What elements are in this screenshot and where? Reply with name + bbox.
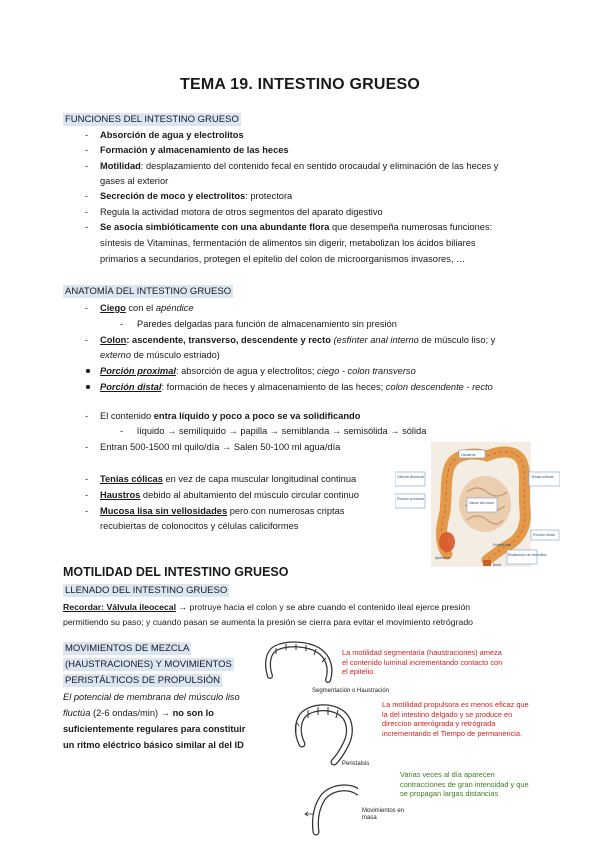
bullet-dash: - bbox=[85, 303, 89, 313]
section-title-motilidad: MOTILIDAD DEL INTESTINO GRUESO bbox=[63, 565, 289, 579]
diagram-label-mass-movement: Movimientos en masa bbox=[362, 808, 405, 821]
figure-label: Válvula ileocecal bbox=[397, 475, 424, 479]
list-item: Absorción de agua y electrolitos bbox=[100, 130, 244, 140]
bullet-dash: - bbox=[85, 130, 89, 140]
cecum bbox=[439, 532, 455, 552]
section-header-llenado: LLENADO DEL INTESTINO GRUESO bbox=[65, 585, 228, 596]
bullet-dash: - bbox=[85, 222, 89, 232]
figure-label: Apéndice bbox=[435, 556, 450, 560]
figure-label: Tenias cólicas bbox=[531, 475, 554, 479]
list-item: Porción proximal: absorción de agua y electrolitos; ciego - colon transverso bbox=[100, 366, 416, 376]
bullet-dash: - bbox=[85, 161, 89, 171]
list-item-continuation: externo de músculo estriado) bbox=[100, 350, 220, 360]
bullet-dot bbox=[86, 385, 90, 389]
bullet-dash: - bbox=[85, 145, 89, 155]
paragraph-line: Recordar: Válvula ileocecal → protruye hacia el colon y se abre cuando el contenido ileal ejerce presión bbox=[63, 602, 471, 612]
bullet-dash: - bbox=[120, 319, 124, 329]
figure-label: Recto bbox=[493, 563, 502, 567]
paragraph-line: suficientemente regulares para constituir bbox=[63, 724, 246, 734]
section-header-anatomia: ANATOMÍA DEL INTESTINO GRUESO bbox=[65, 286, 232, 297]
section-header-movimientos: MOVIMIENTOS DE MEZCLA bbox=[65, 643, 190, 654]
large-intestine-illustration bbox=[395, 442, 560, 567]
list-item: Porción distal: formación de heces y almacenamiento de las heces; colon descendente - recto bbox=[100, 382, 493, 392]
handwritten-note-segmentation: La motilidad segmentaria (haustraciones) ameza el contenido luminal incrementando contacto con el epitelio. bbox=[342, 648, 503, 677]
paragraph-line: un ritmo eléctrico básico similar al del ID bbox=[63, 740, 244, 750]
list-item: Paredes delgadas para función de almacenamiento sin presión bbox=[137, 319, 397, 329]
large-intestine-figure bbox=[395, 442, 560, 567]
list-item: Ciego con el apéndice bbox=[100, 303, 194, 313]
figure-label: Porción distal bbox=[533, 533, 555, 537]
list-item: El contenido entra líquido y poco a poco se va solidificando bbox=[100, 411, 361, 421]
list-item: Secreción de moco y electrolitos: protectora bbox=[100, 191, 293, 201]
paragraph-line: permitiendo su paso; y cuando pasan se aumenta la presión se cierra para evitar el movimiento retrógrado bbox=[63, 617, 473, 627]
figure-label: Vasos del colon bbox=[469, 501, 495, 505]
bullet-dash: - bbox=[85, 207, 89, 217]
list-item: Colon: ascendente, transverso, descendente y recto (esfínter anal interno de músculo liso; y bbox=[100, 335, 496, 345]
section-header-funciones: FUNCIONES DEL INTESTINO GRUESO bbox=[65, 114, 239, 125]
figure-label: Reabsorción de electrolitos bbox=[508, 553, 547, 557]
handwritten-note-mass-movement: Varias veces al día aparecen contracciones de gran intensidad y que se propagan largas distancias bbox=[400, 770, 529, 799]
list-item: Se asocia simbióticamente con una abundante flora que desempeña numerosas funciones: bbox=[100, 222, 493, 232]
list-item: Haustros debido al abultamiento del músculo circular continuo bbox=[100, 490, 359, 500]
section-header-movimientos: PERISTÁLTICOS DE PROPULSIÓN bbox=[65, 675, 221, 686]
figure-label: Esfínter anal bbox=[493, 543, 511, 547]
list-item-continuation: primarios a secundarios, protegen el epitelio del colon de microorganismos invasores, … bbox=[100, 254, 466, 264]
list-item-continuation: síntesis de Vitaminas, fermentación de alimentos sin digerir, metabolizan los ácidos biliares bbox=[100, 238, 476, 248]
list-item: Tenias cólicas en vez de capa muscular longitudinal continua bbox=[100, 474, 357, 484]
list-item: Motilidad: desplazamiento del contenido fecal en sentido orocaudal y eliminación de las heces y bbox=[100, 161, 499, 171]
figure-label: Porción proximal bbox=[397, 497, 424, 501]
list-item: Entran 500-1500 ml quilo/día → Salen 50-100 ml agua/día bbox=[100, 442, 341, 452]
paragraph-line: El potencial de membrana del músculo liso bbox=[63, 692, 240, 702]
figure-label: Haustros bbox=[461, 453, 476, 457]
bullet-dash: - bbox=[85, 442, 89, 452]
bullet-dash: - bbox=[85, 335, 89, 345]
list-item: líquido → semilíquido → papilla → semiblanda → semisólida → sólida bbox=[137, 426, 427, 436]
bullet-dash: - bbox=[85, 474, 89, 484]
list-item-continuation: recubiertas de colonocitos y células caliciformes bbox=[100, 521, 299, 531]
list-item: Mucosa lisa sin vellosidades pero con numerosas criptas bbox=[100, 506, 345, 516]
bullet-dash: - bbox=[120, 426, 124, 436]
diagram-label-peristalsis: Peristalsis bbox=[342, 761, 370, 767]
section-header-movimientos: (HAUSTRACIONES) Y MOVIMIENTOS bbox=[65, 659, 232, 670]
bullet-dot bbox=[86, 369, 90, 373]
bullet-dash: - bbox=[85, 506, 89, 516]
list-item: Formación y almacenamiento de las heces bbox=[100, 145, 289, 155]
bullet-dash: - bbox=[85, 490, 89, 500]
list-item-continuation: gases al exterior bbox=[100, 176, 169, 186]
paragraph-line: fluctúa (2-6 ondas/min) → no son lo bbox=[63, 708, 214, 718]
list-item: Regula la actividad motora de otros segmentos del aparato digestivo bbox=[100, 207, 383, 217]
diagram-label-segmentation: Segmentación o Haustración bbox=[312, 688, 390, 694]
page-title: TEMA 19. INTESTINO GRUESO bbox=[180, 76, 420, 93]
handwritten-note-propulsion: La motilidad propulsora es menos eficaz que la del intestino delgado y se produce en direccion anterógrada y retrógrada incrementando el Tiempo de permanencia. bbox=[382, 700, 529, 738]
bullet-dash: - bbox=[85, 411, 89, 421]
bullet-dash: - bbox=[85, 191, 89, 201]
mass-movement-colon bbox=[315, 788, 358, 832]
